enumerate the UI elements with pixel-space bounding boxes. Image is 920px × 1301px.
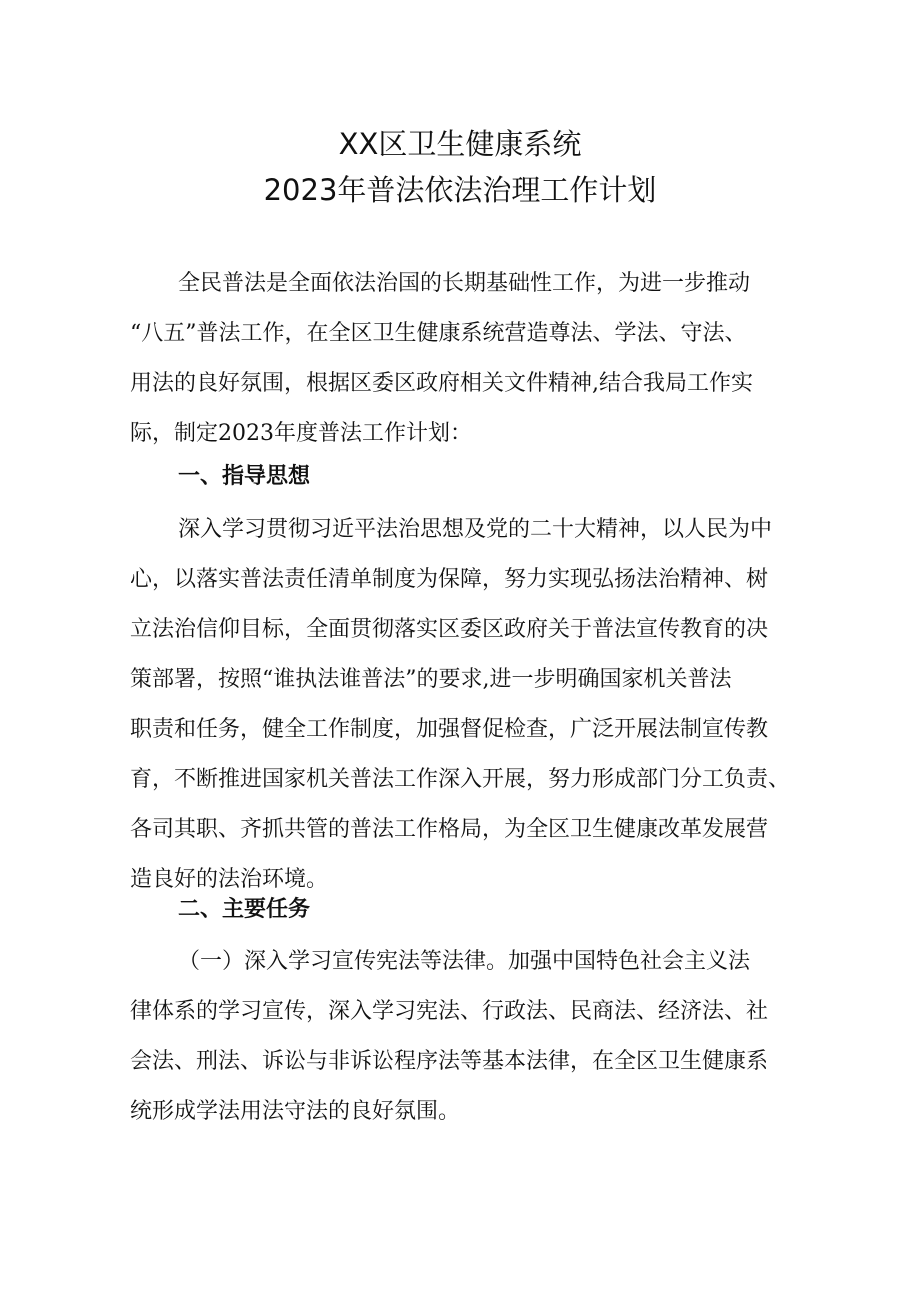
section2-item1-line-1: （一）深入学习宣传宪法等法律。加强中国特色社会主义法 xyxy=(178,949,751,974)
section1-line-4: 策部署，按照“谁执法谁普法”的要求,进一步明确国家机关普法 xyxy=(130,667,732,692)
section2-item1-line-4: 统形成学法用法守法的良好氛围。 xyxy=(130,1099,461,1124)
document-title-line-2: 2023年普法依法治理工作计划 xyxy=(263,173,657,207)
section2-item1-line-2: 律体系的学习宣传，深入学习宪法、行政法、民商法、经济法、社 xyxy=(130,999,769,1024)
intro-line-3: 用法的良好氛围，根据区委区政府相关文件精神,结合我局工作实 xyxy=(130,371,753,396)
document-title-line-1: XX区卫生健康系统 xyxy=(338,127,582,161)
section1-line-8: 造良好的法治环境。 xyxy=(130,867,329,892)
section2-item1-line-3: 会法、刑法、诉讼与非诉讼程序法等基本法律，在全区卫生健康系 xyxy=(130,1049,769,1074)
intro-line-2: “八五”普法工作，在全区卫生健康系统营造尊法、学法、守法、 xyxy=(130,321,747,346)
section-heading-main-tasks: 二、主要任务 xyxy=(178,897,311,922)
section1-line-2: 心，以落实普法责任清单制度为保障，努力实现弘扬法治精神、树 xyxy=(130,567,769,592)
intro-line-4: 际，制定2023年度普法工作计划： xyxy=(130,421,472,446)
section1-line-1: 深入学习贯彻习近平法治思想及党的二十大精神，以人民为中 xyxy=(178,517,773,542)
section1-line-3: 立法治信仰目标，全面贯彻落实区委区政府关于普法宣传教育的决 xyxy=(130,617,769,642)
section1-line-5: 职责和任务，健全工作制度，加强督促检查，广泛开展法制宣传教 xyxy=(130,717,769,742)
section1-line-7: 各司其职、齐抓共管的普法工作格局，为全区卫生健康改革发展营 xyxy=(130,817,769,842)
section1-line-6: 育，不断推进国家机关普法工作深入开展，努力形成部门分工负责、 xyxy=(130,767,791,792)
section-heading-guiding-ideology: 一、指导思想 xyxy=(178,464,311,489)
intro-line-1: 全民普法是全面依法治国的长期基础性工作，为进一步推动 xyxy=(178,271,751,296)
